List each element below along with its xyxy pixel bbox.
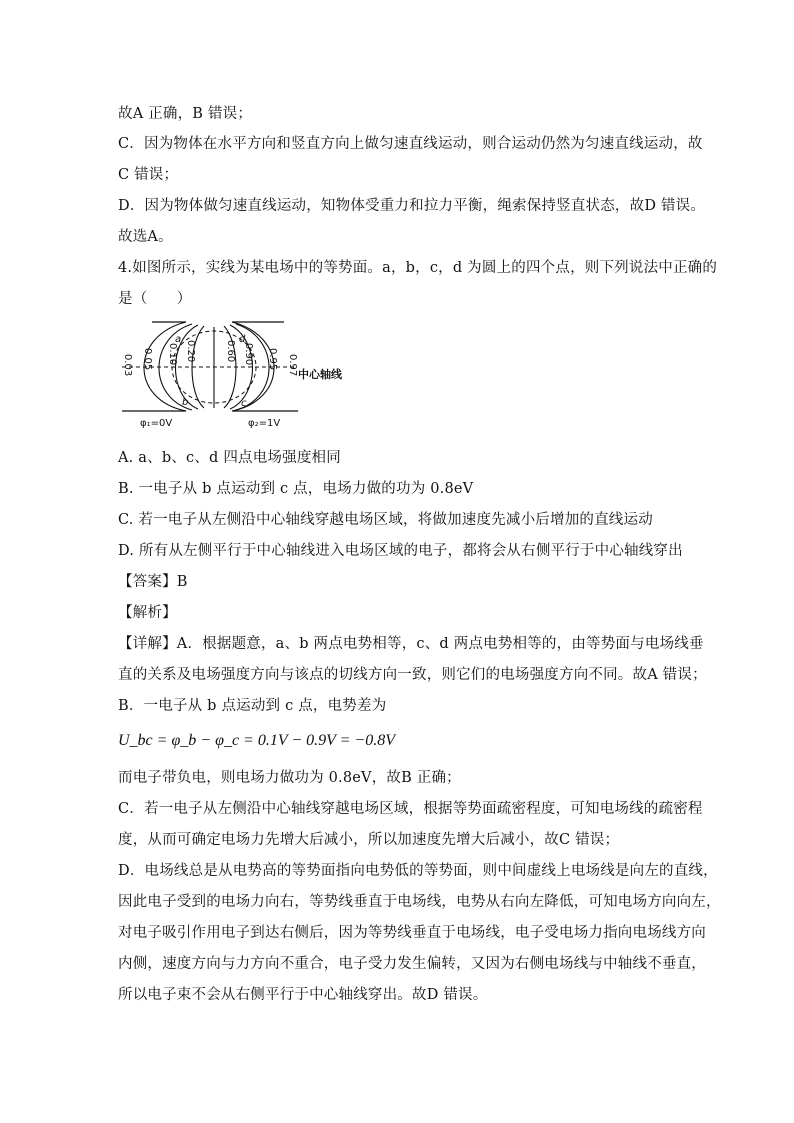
potential-label: 0.10 bbox=[167, 343, 178, 366]
potential-label: 0.60 bbox=[225, 340, 236, 363]
analysis-line: C．若一电子从左侧沿中心轴线穿越电场区域，根据等势面疏密程度，可知电场线的疏密程 bbox=[118, 801, 703, 817]
question-stem: 4.如图所示，实线为某电场中的等势面。a，b，c，d 为圆上的四个点，则下列说法中正确的 bbox=[118, 260, 718, 276]
analysis-line: 度，从而可确定电场力先增大后减小，所以加速度先增大后减小，故C 错误； bbox=[118, 832, 620, 848]
analysis-line: B．一电子从 b 点运动到 c 点，电势差为 bbox=[118, 698, 387, 714]
point-d-label: d bbox=[239, 334, 246, 345]
analysis-line: 而电子带负电，则电场力做功为 0.8eV，故B 正确； bbox=[118, 770, 461, 786]
text-line: C．因为物体在水平方向和竖直方向上做匀速直线运动，则合运动仍然为匀速直线运动，故 bbox=[118, 136, 703, 152]
potential-difference-formula: U_bc = φ_b − φ_c = 0.1V − 0.9V = −0.8V bbox=[118, 732, 395, 749]
axis-label: 中心轴线 bbox=[298, 368, 342, 381]
analysis-line: 直的关系及电场强度方向与该点的切线方向一致，则它们的电场强度方向不同。故A 错误； bbox=[118, 667, 707, 683]
text-line: 故A 正确，B 错误； bbox=[118, 106, 253, 122]
point-c-label: c bbox=[241, 398, 247, 409]
option-a: A. a、b、c、d 四点电场强度相同 bbox=[118, 450, 341, 466]
text-line: C 错误； bbox=[118, 167, 179, 183]
analysis-line: D．电场线总是从电势高的等势面指向电势低的等势面，则中间虚线上电场线是向左的直线， bbox=[118, 863, 718, 879]
analysis-line: 所以电子束不会从右侧平行于中心轴线穿出。故D 错误。 bbox=[118, 987, 488, 1003]
potential-label: 0.05 bbox=[142, 348, 153, 371]
phi2-label: φ₂=1V bbox=[248, 418, 281, 429]
potential-label: 0.90 bbox=[243, 343, 254, 366]
analysis-line: 因此电子受到的电场力向右，等势线垂直于电场线，电势从右向左降低，可知电场方向向左， bbox=[118, 894, 721, 910]
equipotential-figure bbox=[118, 318, 358, 438]
option-b: B. 一电子从 b 点运动到 c 点，电场力做的功为 0.8eV bbox=[118, 481, 474, 497]
question-stem: 是（ ） bbox=[118, 291, 192, 307]
phi1-label: φ₁=0V bbox=[140, 418, 173, 429]
point-a-label: a bbox=[175, 334, 182, 345]
analysis-line: 【详解】A．根据题意，a、b 两点电势相等，c、d 两点电势相等的，由等势面与电场线垂 bbox=[118, 636, 704, 652]
point-b-label: b bbox=[182, 397, 189, 408]
potential-label: 0.95 bbox=[267, 348, 278, 371]
text-line: D．因为物体做匀速直线运动，知物体受重力和拉力平衡，绳索保持竖直状态，故D 错误。 bbox=[118, 198, 706, 214]
analysis-line: 对电子吸引作用电子到达右侧后，因为等势线垂直于电场线，电子受电场力指向电场线方向 bbox=[118, 925, 706, 941]
potential-label: 0.20 bbox=[185, 340, 196, 363]
text-line: 故选A。 bbox=[118, 229, 173, 245]
option-d: D. 所有从左侧平行于中心轴线进入电场区域的电子，都将会从右侧平行于中心轴线穿出 bbox=[118, 543, 683, 559]
option-c: C. 若一电子从左侧沿中心轴线穿越电场区域，将做加速度先减小后增加的直线运动 bbox=[118, 512, 653, 528]
analysis-heading: 【解析】 bbox=[118, 605, 177, 621]
equipotential-diagram bbox=[118, 318, 358, 438]
potential-label: 0.97 bbox=[287, 354, 298, 377]
analysis-line: 内侧，速度方向与力方向不重合，电子受力发生偏转，又因为右侧电场线与中轴线不垂直， bbox=[118, 956, 706, 972]
potential-label: 0.03 bbox=[122, 354, 133, 377]
answer-line: 【答案】B bbox=[118, 574, 188, 590]
